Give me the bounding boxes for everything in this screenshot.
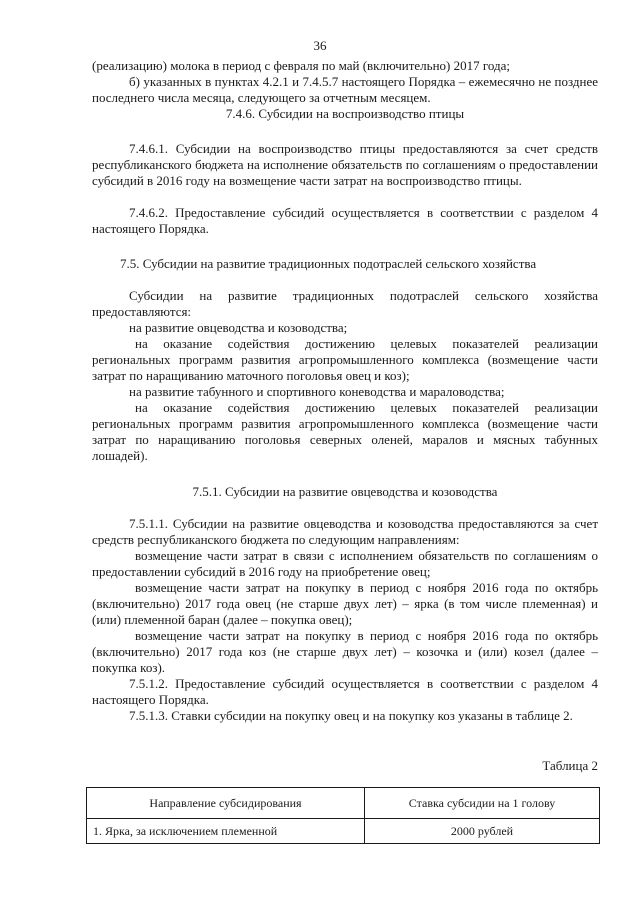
section-heading: 7.5. Субсидии на развитие традиционных подотраслей сельского хозяйства [120, 256, 537, 271]
subsidy-rate-table [86, 787, 600, 844]
list-item: на оказание содействия достижению целевых показателей реализации региональных программ развития агропромышленного комплекса (возмещение части затрат по наращиванию маточного поголовья овец и коз); [92, 336, 598, 383]
section-heading: 7.5.1. Субсидии на развитие овцеводства и козоводства [192, 484, 498, 499]
table-header-cell: Направление субсидирования [87, 788, 365, 819]
table-cell: 2000 рублей [365, 819, 600, 844]
page-number: 36 [313, 38, 327, 53]
list-item: возмещение части затрат в связи с исполнением обязательств по соглашениям о предоставлении субсидий в 2016 году на приобретение овец; [92, 548, 598, 579]
paragraph: (реализацию) молока в период с февраля по май (включительно) 2017 года; [92, 58, 510, 73]
section-heading: 7.4.6. Субсидии на воспроизводство птицы [225, 106, 465, 121]
paragraph: 7.5.1.2. Предоставление субсидий осуществляется в соответствии с разделом 4 настоящего Порядка. [92, 676, 598, 707]
list-item: возмещение части затрат на покупку в период с ноября 2016 года по октябрь (включительно) 2017 года коз (не старше двух лет) – козочка и (или) козел (далее – покупка коз). [92, 628, 598, 675]
paragraph: 7.5.1.1. Субсидии на развитие овцеводства и козоводства предоставляются за счет средств республиканского бюджета по следующим направлениям: [92, 516, 598, 547]
table-cell: 1. Ярка, за исключением племенной [87, 819, 365, 844]
paragraph: 7.4.6.1. Субсидии на воспроизводство птицы предоставляются за счет средств республиканского бюджета на исполнение обязательств по соглашениям о предоставлении субсидий в 2016 году на возмещение части затрат на воспроизводство птицы. [92, 141, 598, 188]
paragraph: 7.5.1.3. Ставки субсидии на покупку овец и на покупку коз указаны в таблице 2. [129, 708, 573, 723]
paragraph: б) указанных в пунктах 4.2.1 и 7.4.5.7 настоящего Порядка – ежемесячно не позднее последнего числа месяца, следующего за отчетным месяцем. [92, 74, 598, 105]
list-item: на оказание содействия достижению целевых показателей реализации региональных программ развития агропромышленного комплекса (возмещение части затрат по наращиванию поголовья северных оленей, маралов и мясных табунных лошадей). [92, 400, 598, 463]
list-item: на развитие овцеводства и козоводства; [129, 320, 348, 335]
table-row [87, 819, 600, 844]
table-header-row [87, 788, 600, 819]
paragraph: Субсидии на развитие традиционных подотраслей сельского хозяйства предоставляются: [92, 288, 598, 319]
paragraph: 7.4.6.2. Предоставление субсидий осуществляется в соответствии с разделом 4 настоящего Порядка. [92, 205, 598, 236]
list-item: на развитие табунного и спортивного коневодства и мараловодства; [129, 384, 505, 399]
list-item: возмещение части затрат на покупку в период с ноября 2016 года по октябрь (включительно) 2017 года овец (не старше двух лет) – ярка (в том числе племенная) и (или) племенной баран (далее – покупка овец); [92, 580, 598, 627]
table-caption: Таблица 2 [542, 758, 598, 773]
table-header-cell: Ставка субсидии на 1 голову [365, 788, 600, 819]
